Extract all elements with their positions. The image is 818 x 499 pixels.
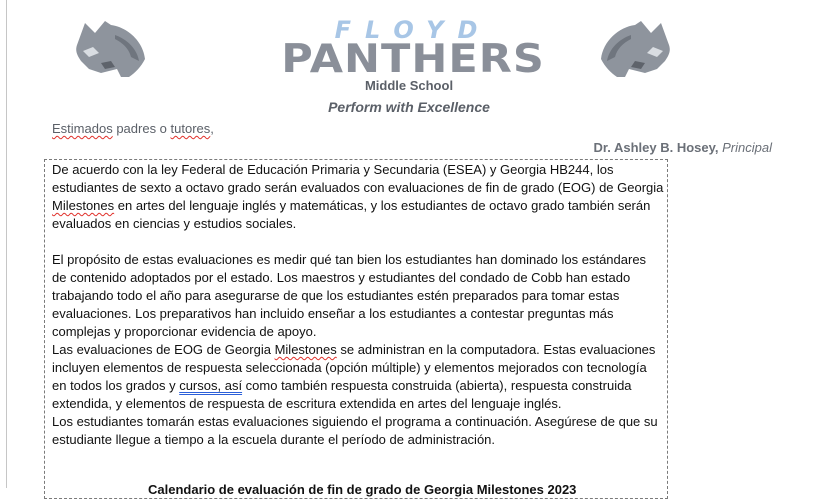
school-motto: Perform with Excellence bbox=[328, 99, 490, 115]
page-edge bbox=[6, 0, 7, 488]
paragraph-2: El propósito de estas evaluaciones es medir qué tan bien los estudiantes han dominado los estándares de contenido adoptados por el estado. Los maestros y estudiantes del condado de Cobb han estado trabajando todo el año para asegurarse de que los estudiantes estén preparados para tomar estas evaluaciones. Los preparativos han incluido enseñar a los estudiantes a contestar preguntas más complejas y proporcionar evidencia de apoyo. bbox=[52, 252, 647, 339]
salutation-word-3: tutores bbox=[170, 121, 211, 136]
school-logo bbox=[255, 14, 571, 82]
letter-salutation bbox=[52, 121, 214, 136]
paragraph-3 bbox=[52, 341, 664, 413]
salutation-word-2: padres o bbox=[112, 121, 171, 136]
letter-body bbox=[52, 161, 664, 449]
paragraph-3-text-c: se administran en la computadora. Estas evaluaciones incluyen elementos de respuesta seleccionada (opción múltiple) y elementos mejorados con tecnología en todos los grados y bbox=[52, 342, 656, 393]
paragraph-1-text-c: en artes del lenguaje inglés y matemáticas, y los estudiantes de octavo grado también serán evaluados en ciencias y estudios sociales. bbox=[52, 198, 651, 231]
paragraph-1-milestones: Milestones bbox=[52, 198, 115, 213]
salutation-word-1: Estimados bbox=[52, 121, 113, 136]
salutation-word-4: , bbox=[210, 121, 214, 136]
paragraph-1 bbox=[52, 161, 664, 233]
paragraph-3-text-e: como también respuesta construida (abierta), respuesta construida extendida, y elementos de respuesta de escritura extendida en artes del lenguaje inglés. bbox=[52, 378, 632, 411]
schedule-heading: Calendario de evaluación de fin de grado de Georgia Milestones 2023 bbox=[148, 482, 577, 497]
paragraph-4: Los estudiantes tomarán estas evaluaciones siguiendo el programa a continuación. Asegúrese de que su estudiante llegue a tiempo a la escuela durante el período de administración. bbox=[52, 414, 658, 447]
panther-mascot-right-icon bbox=[597, 15, 675, 81]
school-subtitle: Middle School bbox=[364, 78, 454, 93]
principal-signature-line bbox=[594, 140, 772, 155]
panther-mascot-left-icon bbox=[71, 15, 149, 81]
logo-floyd-text: FLOYD bbox=[334, 16, 492, 44]
paragraph-spacer bbox=[52, 233, 664, 251]
principal-title: Principal bbox=[722, 140, 772, 155]
principal-name: Dr. Ashley B. Hosey, bbox=[593, 140, 719, 155]
paragraph-1-text-a: De acuerdo con la ley Federal de Educación Primaria y Secundaria (ESEA) y Georgia HB244, los estudiantes de sexto a octavo grado serán evaluados con evaluaciones de fin de grado (EOG) de Georgia bbox=[52, 162, 664, 195]
paragraph-3-grammar-flag: cursos, así bbox=[179, 378, 243, 393]
paragraph-3-milestones: Milestones bbox=[274, 342, 337, 357]
paragraph-3-text-a: Las evaluaciones de EOG de Georgia bbox=[52, 342, 275, 357]
logo-panthers-text: PANTHERS bbox=[281, 36, 545, 82]
